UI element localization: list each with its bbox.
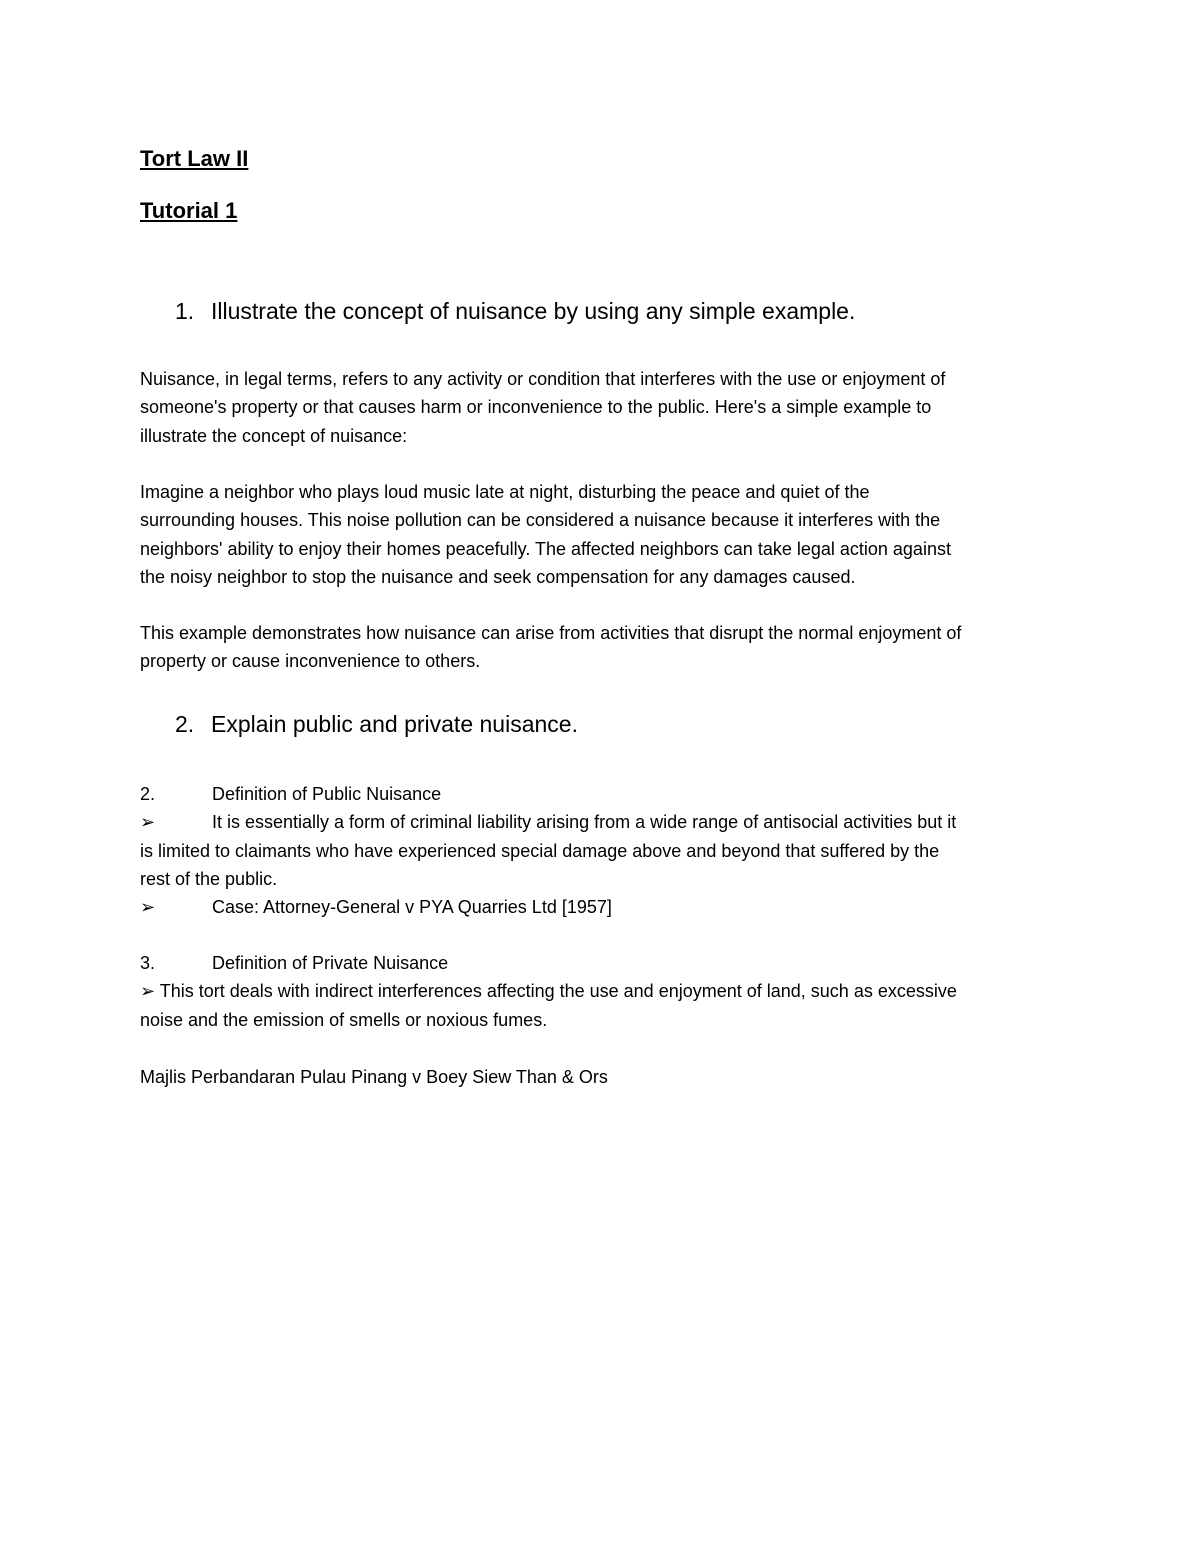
paragraph-line: surrounding houses. This noise pollution can be considered a nuisance because it interferes with the	[140, 510, 941, 531]
question-2-number: 2.	[175, 711, 195, 737]
section-number: 2.	[140, 784, 156, 804]
public-nuisance-point	[140, 808, 1060, 836]
question-1-text: Illustrate the concept of nuisance by using any simple example.	[211, 298, 856, 324]
point-text: It is essentially a form of criminal liability arising from a wide range of antisocial activities but it	[212, 812, 957, 833]
paragraph-line: rest of the public.	[140, 868, 278, 889]
case-reference-text: Majlis Perbandaran Pulau Pinang v Boey Siew Than & Ors	[140, 1067, 608, 1087]
question-1-number: 1.	[175, 298, 195, 324]
paragraph-line: someone's property or that causes harm or inconvenience to the public. Here's a simple example to	[140, 397, 932, 418]
paragraph-line: Nuisance, in legal terms, refers to any activity or condition that interferes with the use or enjoyment of	[140, 369, 946, 389]
document-title: Tort Law II	[140, 146, 249, 171]
public-nuisance-heading	[140, 780, 1060, 808]
section-heading: Definition of Private Nuisance	[212, 953, 449, 973]
question-2-text: Explain public and private nuisance.	[211, 711, 578, 737]
question-1	[175, 298, 855, 325]
paragraph-line: neighbors' ability to enjoy their homes peacefully. The affected neighbors can take legal action against	[140, 538, 951, 559]
section-number: 3.	[140, 953, 156, 973]
paragraph-line: noise and the emission of smells or noxious fumes.	[140, 1009, 548, 1030]
paragraph-line: illustrate the concept of nuisance:	[140, 425, 408, 446]
answer-1-paragraph-1	[140, 365, 1060, 450]
question-2	[175, 711, 578, 738]
paragraph-line: Imagine a neighbor who plays loud music late at night, disturbing the peace and quiet of the	[140, 482, 870, 502]
paragraph-line: ➢ This tort deals with indirect interferences affecting the use and enjoyment of land, such as excessive	[140, 981, 957, 1002]
public-nuisance-section	[140, 780, 1060, 921]
document-subtitle: Tutorial 1	[140, 198, 238, 223]
case-reference	[140, 1063, 1060, 1091]
public-nuisance-case	[140, 893, 1060, 921]
case-text: Case: Attorney-General v PYA Quarries Ltd [1957]	[212, 897, 612, 918]
bullet-arrow-icon: ➢	[140, 812, 156, 833]
paragraph-line: the noisy neighbor to stop the nuisance and seek compensation for any damages caused.	[140, 566, 856, 587]
paragraph-line: is limited to claimants who have experienced special damage above and beyond that suffered by the	[140, 840, 940, 861]
answer-1-paragraph-2	[140, 478, 1060, 591]
private-nuisance-section	[140, 949, 1060, 1034]
answer-1-paragraph-3	[140, 619, 1060, 676]
section-heading: Definition of Public Nuisance	[212, 784, 442, 804]
private-nuisance-heading	[140, 949, 1060, 977]
paragraph-line: property or cause inconvenience to others.	[140, 651, 481, 672]
bullet-arrow-icon: ➢	[140, 897, 156, 918]
paragraph-line: This example demonstrates how nuisance can arise from activities that disrupt the normal enjoyment of	[140, 623, 962, 643]
